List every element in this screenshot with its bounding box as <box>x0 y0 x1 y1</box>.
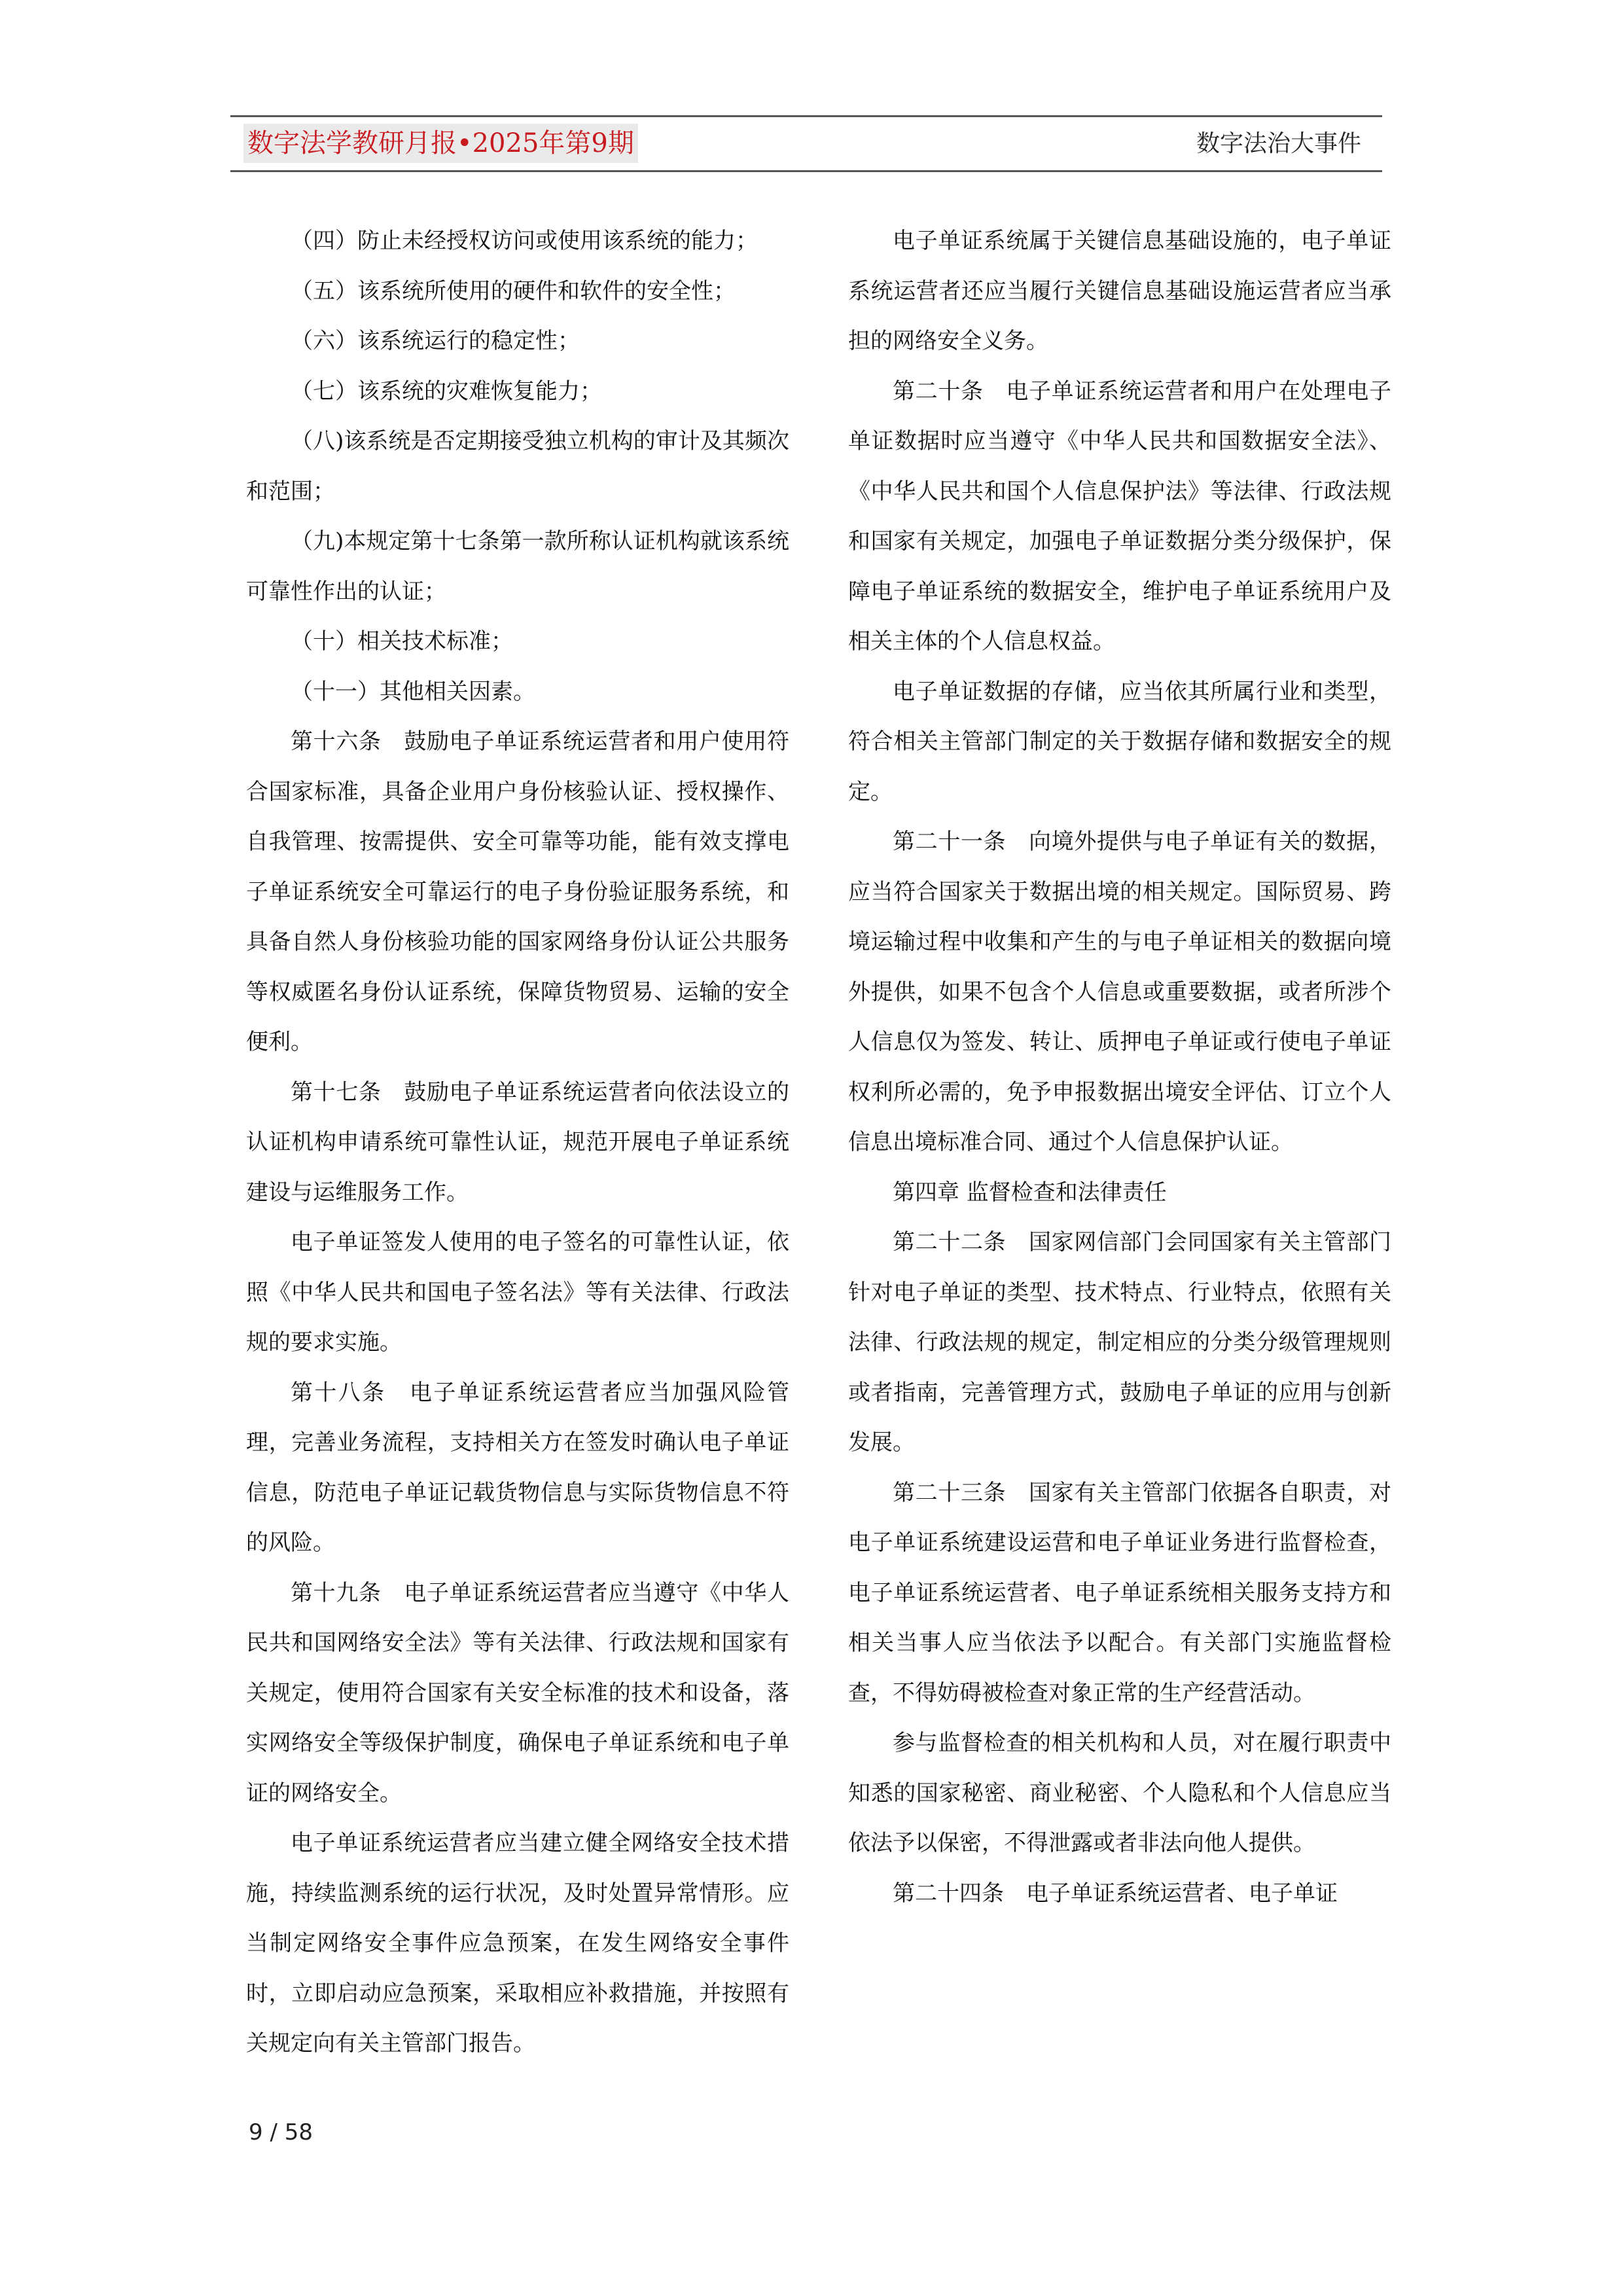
article-20: 第二十条 电子单证系统运营者和用户在处理电子单证数据时应当遵守《中华人民共和国数据安全法》、《中华人民共和国个人信息保护法》等法律、行政法规和国家有关规定，加强电子单证数据分类分级保护，保障电子单证系统的数据安全，维护电子单证系统用户及相关主体的个人信息权益。 <box>848 378 1391 655</box>
paragraph: （六）该系统运行的稳定性； <box>291 328 580 354</box>
journal-title: 数字法学教研月报•2025年第9期 <box>243 124 638 163</box>
article-18: 第十八条 电子单证系统运营者应当加强风险管理，完善业务流程，支持相关方在签发时确认电子单证信息，防范电子单证记载货物信息与实际货物信息不符的风险。 <box>246 1379 789 1556</box>
paragraph: （九)本规定第十七条第一款所称认证机构就该系统可靠性作出的认证； <box>246 528 789 605</box>
article-21: 第二十一条 向境外提供与电子单证有关的数据，应当符合国家关于数据出境的相关规定。国际贸易、跨境运输过程中收集和产生的与电子单证相关的数据向境外提供，如果不包含个人信息或重要数据，或者所涉个人信息仅为签发、转让、质押电子单证或行使电子单证权利所必需的，免予申报数据出境安全评估、订立个人信息出境标准合同、通过个人信息保护认证。 <box>848 829 1391 1155</box>
paragraph: 电子单证数据的存储，应当依其所属行业和类型，符合相关主管部门制定的关于数据存储和数据安全的规定。 <box>848 678 1391 805</box>
paragraph: （十一）其他相关因素。 <box>291 678 535 705</box>
article-22: 第二十二条 国家网信部门会同国家有关主管部门针对电子单证的类型、技术特点、行业特点，依照有关法律、行政法规的规定，制定相应的分类分级管理规则或者指南，完善管理方式，鼓励电子单证的应用与创新发展。 <box>848 1229 1391 1456</box>
paragraph: 电子单证签发人使用的电子签名的可靠性认证，依照《中华人民共和国电子签名法》等有关法律、行政法规的要求实施。 <box>246 1229 789 1355</box>
article-19: 第十九条 电子单证系统运营者应当遵守《中华人民共和国网络安全法》等有关法律、行政法规和国家有关规定，使用符合国家有关安全标准的技术和设备，落实网络安全等级保护制度，确保电子单证系统和电子单证的网络安全。 <box>246 1579 789 1806</box>
chapter-heading: 第四章 监督检查和法律责任 <box>893 1179 1167 1206</box>
paragraph: 参与监督检查的相关机构和人员，对在履行职责中知悉的国家秘密、商业秘密、个人隐私和个人信息应当依法予以保密，不得泄露或者非法向他人提供。 <box>848 1730 1391 1856</box>
header-top-rule <box>230 115 1382 117</box>
article-24: 第二十四条 电子单证系统运营者、电子单证 <box>893 1880 1338 1907</box>
right-column <box>848 216 1391 1918</box>
page-number: 9 / 58 <box>249 2119 313 2145</box>
paragraph: （八)该系统是否定期接受独立机构的审计及其频次和范围； <box>246 428 789 505</box>
article-16: 第十六条 鼓励电子单证系统运营者和用户使用符合国家标准，具备企业用户身份核验认证、授权操作、自我管理、按需提供、安全可靠等功能，能有效支撑电子单证系统安全可靠运行的电子身份验证服务系统，和具备自然人身份核验功能的国家网络身份认证公共服务等权威匿名身份认证系统，保障货物贸易、运输的安全便利。 <box>246 728 789 1055</box>
section-name: 数字法治大事件 <box>1196 130 1361 157</box>
paragraph: （七）该系统的灾难恢复能力； <box>291 378 602 404</box>
paragraph: （四）防止未经授权访问或使用该系统的能力； <box>291 228 758 254</box>
paragraph: （五）该系统所使用的硬件和软件的安全性； <box>291 278 736 304</box>
paragraph: 电子单证系统属于关键信息基础设施的，电子单证系统运营者还应当履行关键信息基础设施运营者应当承担的网络安全义务。 <box>848 228 1391 354</box>
paragraph: 电子单证系统运营者应当建立健全网络安全技术措施，持续监测系统的运行状况，及时处置异常情形。应当制定网络安全事件应急预案，在发生网络安全事件时，立即启动应急预案，采取相应补救措施，并按照有关规定向有关主管部门报告。 <box>246 1830 789 2056</box>
article-17: 第十七条 鼓励电子单证系统运营者向依法设立的认证机构申请系统可靠性认证，规范开展电子单证系统建设与运维服务工作。 <box>246 1079 789 1206</box>
paragraph: （十）相关技术标准； <box>291 628 513 655</box>
article-23: 第二十三条 国家有关主管部门依据各自职责，对电子单证系统建设运营和电子单证业务进行监督检查，电子单证系统运营者、电子单证系统相关服务支持方和相关当事人应当依法予以配合。有关部门实施监督检查，不得妨碍被检查对象正常的生产经营活动。 <box>848 1479 1391 1706</box>
header-bottom-rule <box>230 170 1382 172</box>
left-column <box>246 216 789 2069</box>
